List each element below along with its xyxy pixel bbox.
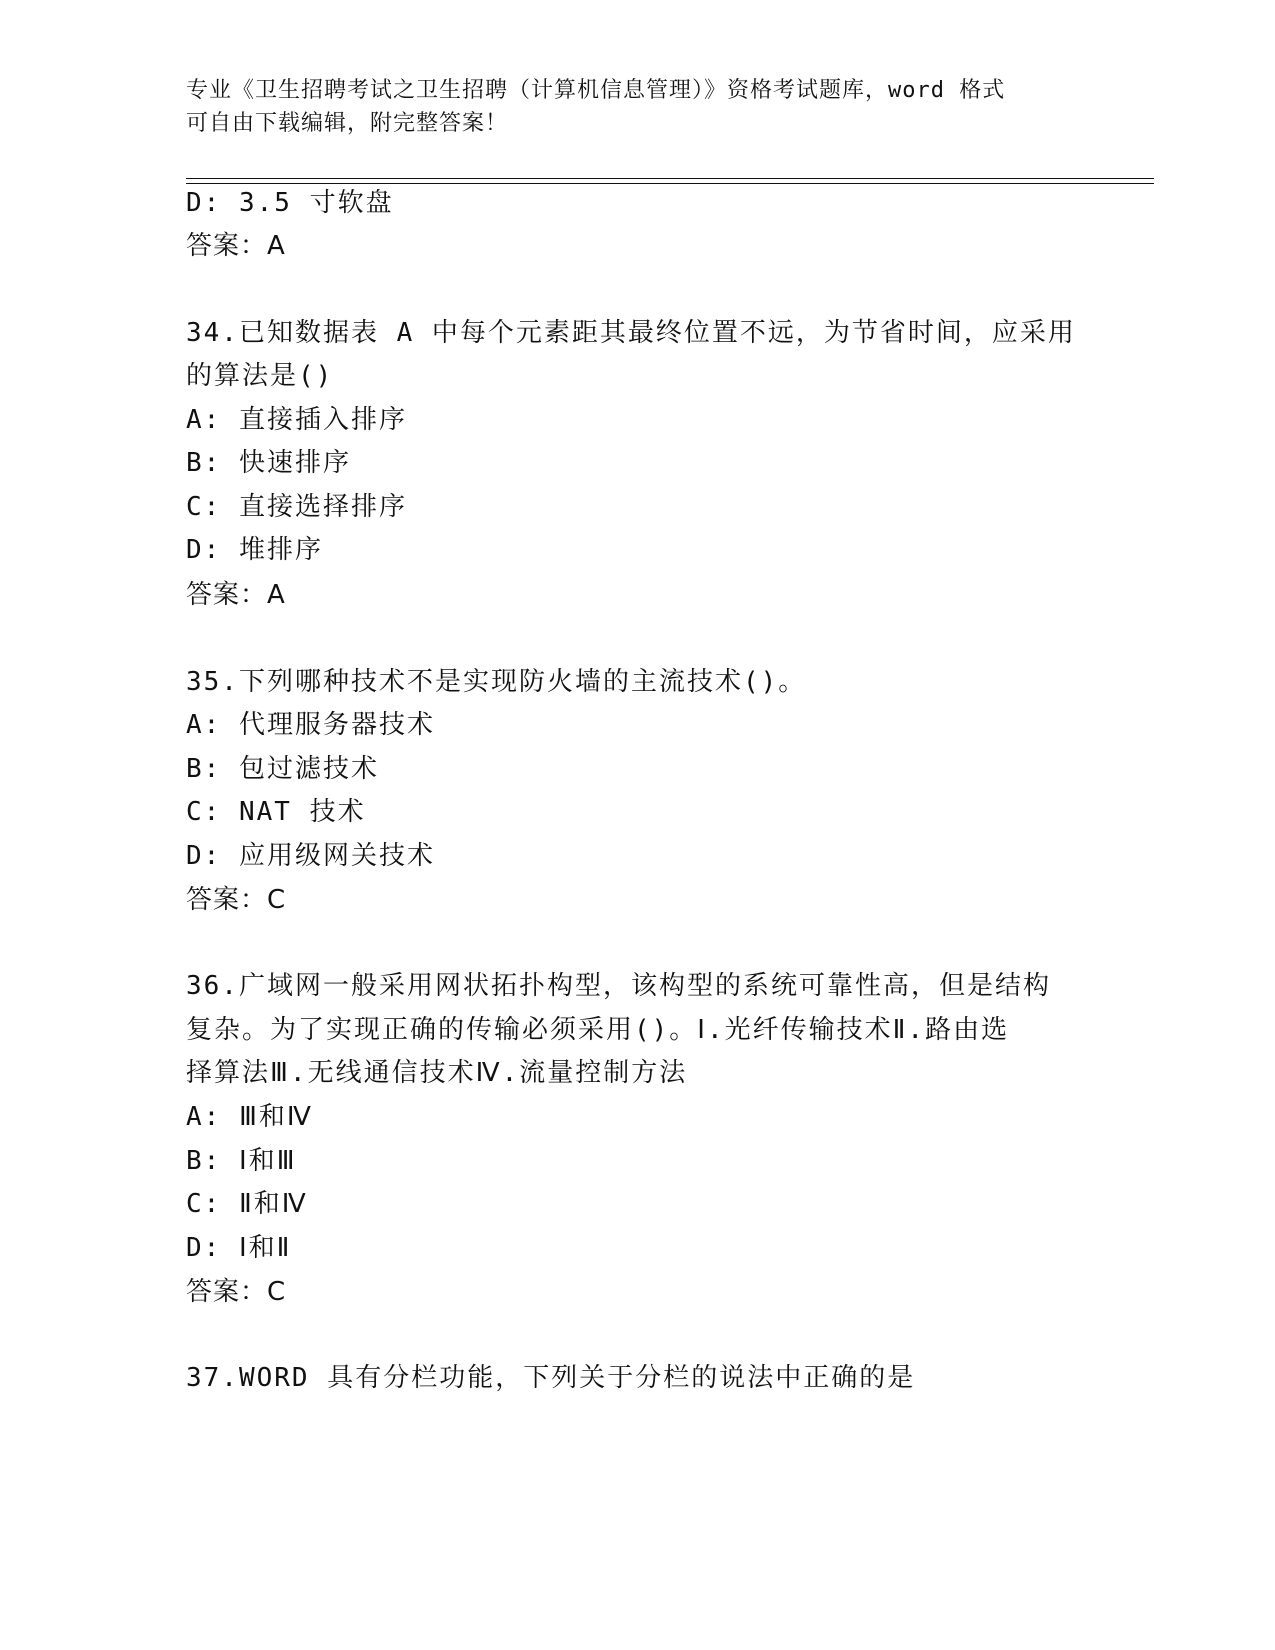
q34-option-a: A: 直接插入排序 — [186, 405, 407, 435]
q36-answer: 答案：C — [186, 1277, 287, 1307]
q35-option-c: C: NAT 技术 — [186, 797, 366, 827]
q37-stem-line-1: 37.WORD 具有分栏功能，下列关于分栏的说法中正确的是 — [186, 1363, 916, 1393]
prev-answer: 答案：A — [186, 231, 286, 261]
header-line-1: 专业《卫生招聘考试之卫生招聘（计算机信息管理）》资格考试题库，word 格式 — [186, 78, 1006, 103]
q35-option-a: A: 代理服务器技术 — [186, 710, 435, 740]
q36-option-c: C: Ⅱ和Ⅳ — [186, 1189, 308, 1219]
q35-answer: 答案：C — [186, 885, 287, 915]
q36-stem-line-3: 择算法Ⅲ.无线通信技术Ⅳ.流量控制方法 — [186, 1058, 688, 1088]
q34-answer: 答案：A — [186, 580, 286, 610]
q34-option-b: B: 快速排序 — [186, 448, 351, 478]
q34-option-d: D: 堆排序 — [186, 535, 323, 565]
q34-stem-line-1: 34.已知数据表 A 中每个元素距其最终位置不远，为节省时间，应采用 — [186, 318, 1076, 348]
q36-stem-line-1: 36.广域网一般采用网状拓扑构型，该构型的系统可靠性高，但是结构 — [186, 971, 1051, 1001]
q34-option-c: C: 直接选择排序 — [186, 492, 407, 522]
q36-option-b: B: Ⅰ和Ⅲ — [186, 1146, 297, 1176]
q36-option-d: D: Ⅰ和Ⅱ — [186, 1233, 292, 1263]
prev-option-d: D: 3.5 寸软盘 — [186, 188, 394, 218]
header-divider-top — [186, 178, 1154, 179]
document-header — [186, 74, 1066, 140]
q35-stem-line-1: 35.下列哪种技术不是实现防火墙的主流技术()。 — [186, 667, 807, 697]
header-line-2: 可自由下载编辑，附完整答案！ — [186, 111, 509, 136]
q36-option-a: A: Ⅲ和Ⅳ — [186, 1102, 313, 1132]
q36-stem-line-2: 复杂。为了实现正确的传输必须采用()。Ⅰ.光纤传输技术Ⅱ.路由选 — [186, 1015, 1010, 1045]
q35-option-d: D: 应用级网关技术 — [186, 841, 435, 871]
header-divider-bottom — [186, 183, 1154, 184]
q34-stem-line-2: 的算法是() — [186, 361, 334, 391]
q35-option-b: B: 包过滤技术 — [186, 754, 379, 784]
